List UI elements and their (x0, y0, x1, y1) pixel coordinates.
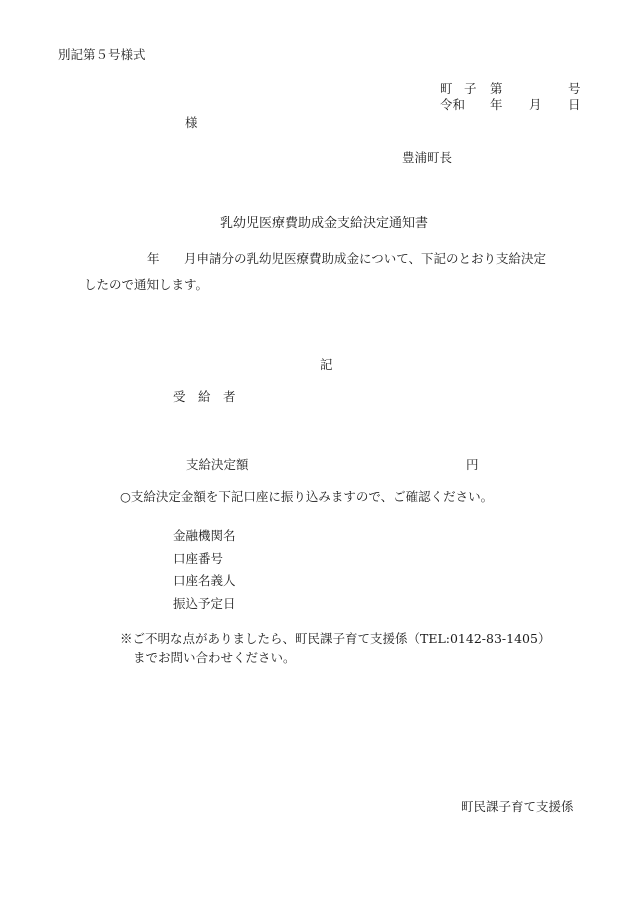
body-year-unit: 年 (147, 251, 160, 266)
bank-field-account-holder: 口座名義人 (173, 573, 236, 588)
transfer-note: ○支給決定金額を下記口座に振り込みますので、ご確認ください。 (120, 489, 494, 504)
doc-no-dai: 第 (490, 81, 503, 96)
bank-field-account-number: 口座番号 (173, 551, 224, 566)
date-month: 月 (529, 97, 542, 112)
amount-unit: 円 (466, 457, 479, 472)
bank-field-transfer-date: 振込予定日 (173, 596, 236, 611)
document-title: 乳幼児医療費助成金支給決定通知書 (220, 216, 429, 231)
date-year: 年 (490, 97, 503, 112)
date-day: 日 (568, 97, 581, 112)
bank-field-institution: 金融機関名 (173, 528, 236, 543)
recipient-suffix: 様 (185, 115, 198, 130)
amount-label: 支給決定額 (186, 457, 249, 472)
recipient-label: 受 給 者 (173, 389, 236, 404)
doc-no-go: 号 (568, 81, 581, 96)
form-label: 別記第５号様式 (58, 47, 146, 62)
body-line-1: 月申請分の乳幼児医療費助成金について、下記のとおり支給決定 (184, 251, 547, 266)
doc-no-town: 町 (440, 81, 453, 96)
inquiry-line-2: までお問い合わせください。 (133, 650, 296, 665)
ki-marker: 記 (320, 357, 333, 372)
doc-no-child: 子 (464, 81, 477, 96)
issuer: 豊浦町長 (402, 150, 453, 165)
body-line-2: したので通知します。 (84, 277, 209, 292)
date-era: 令和 (440, 97, 466, 112)
inquiry-line-1: ※ご不明な点がありましたら、町民課子育て支援係（TEL:0142-83-1405） (120, 631, 551, 646)
footer-department: 町民課子育て支援係 (461, 799, 574, 814)
